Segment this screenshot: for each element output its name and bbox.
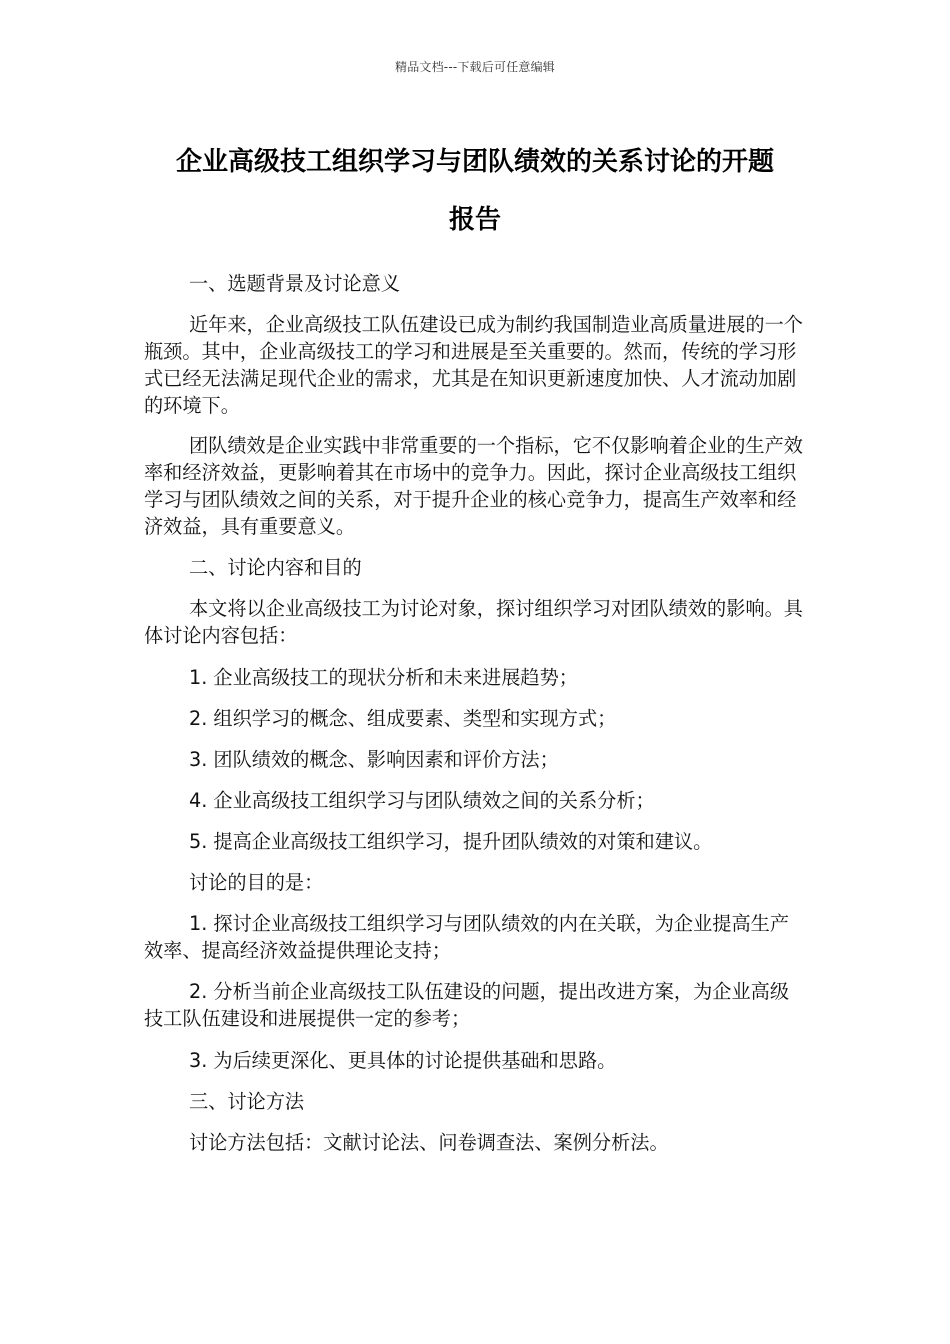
list-item-purpose-2: 2. 分析当前企业高级技工队伍建设的问题，提出改进方案，为企业高级技工队伍建设和进展提供一定的参考；: [144, 980, 790, 1030]
paragraph-method: 讨论方法包括：文献讨论法、问卷调查法、案例分析法。: [189, 1131, 669, 1154]
list-item-content-2: 2. 组织学习的概念、组成要素、类型和实现方式；: [189, 707, 617, 730]
list-item-content-4: 4. 企业高级技工组织学习与团队绩效之间的关系分析；: [189, 789, 655, 812]
document-body: [144, 270, 804, 1156]
document-title-line-1: 企业高级技工组织学习与团队绩效的关系讨论的开题: [175, 147, 774, 177]
section-heading-content: 二、讨论内容和目的: [189, 556, 362, 579]
header-note: 精品文档---下载后可任意编辑: [395, 60, 555, 74]
list-item-content-5: 5. 提高企业高级技工组织学习，提升团队绩效的对策和建议。: [189, 830, 713, 853]
list-item-purpose-1: 1. 探讨企业高级技工组织学习与团队绩效的内在关联，为企业提高生产效率、提高经济效益提供理论支持；: [144, 912, 790, 962]
document-title-line-2: 报告: [448, 205, 501, 235]
section-heading-background: 一、选题背景及讨论意义: [189, 272, 401, 295]
paragraph-background: 近年来，企业高级技工队伍建设已成为制约我国制造业高质量进展的一个瓶颈。其中，企业高级技工的学习和进展是至关重要的。然而，传统的学习形式已经无法满足现代企业的需求，尤其是在知识更新速度加快、人才流动加剧的环境下。: [144, 313, 803, 417]
list-item-content-3: 3. 团队绩效的概念、影响因素和评价方法；: [189, 748, 559, 771]
list-item-content-1: 1. 企业高级技工的现状分析和未来进展趋势；: [189, 666, 578, 689]
paragraph-team-performance: 团队绩效是企业实践中非常重要的一个指标，它不仅影响着企业的生产效率和经济效益，更影响着其在市场中的竞争力。因此，探讨企业高级技工组织学习与团队绩效之间的关系，对于提升企业的核心竞争力，提高生产效率和经济效益，具有重要意义。: [144, 434, 803, 538]
list-item-purpose-3: 3. 为后续更深化、更具体的讨论提供基础和思路。: [189, 1049, 617, 1072]
section-heading-method: 三、讨论方法: [189, 1090, 305, 1113]
paragraph-content-intro: 本文将以企业高级技工为讨论对象，探讨组织学习对团队绩效的影响。具体讨论内容包括：: [144, 597, 803, 647]
document-title: [144, 133, 806, 249]
paragraph-purpose-intro: 讨论的目的是：: [189, 871, 324, 894]
